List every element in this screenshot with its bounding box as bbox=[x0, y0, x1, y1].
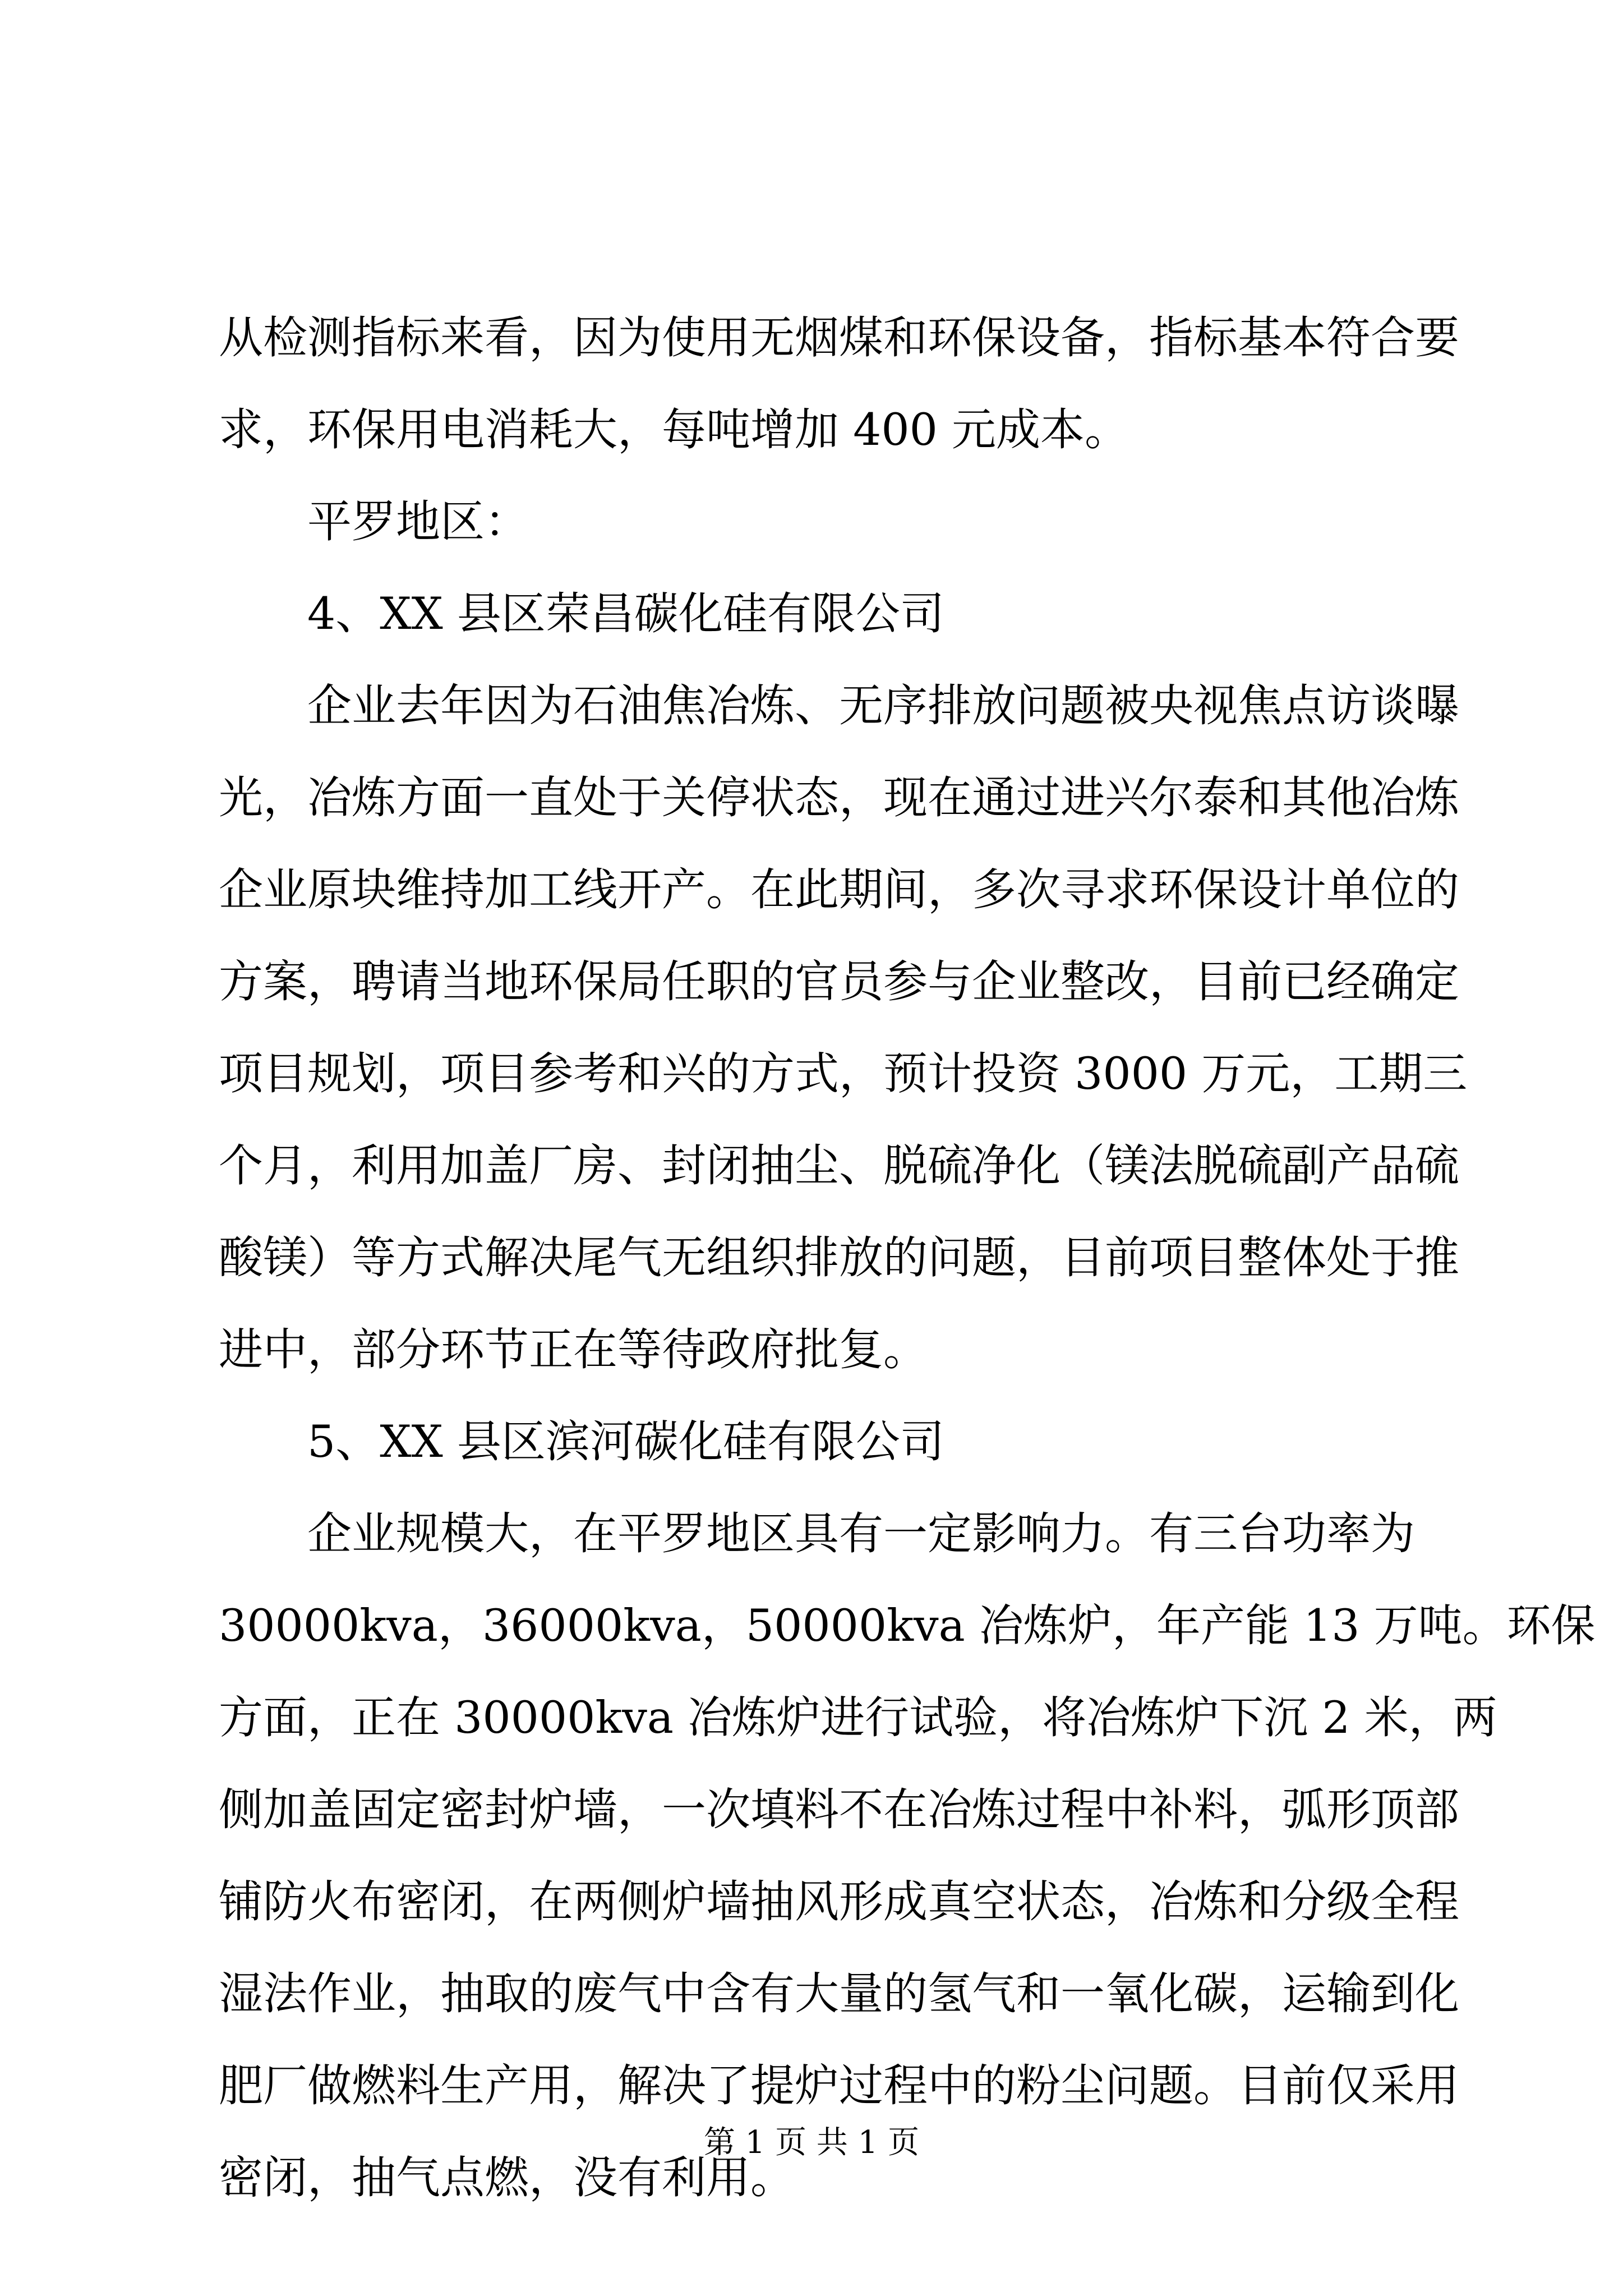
text-line-21: 密闭，抽气点燃，没有利用。 bbox=[219, 2152, 795, 2203]
text-line-16: 方面，正在 30000kva 冶炼炉进行试验，将冶炼炉下沉 2 米，两 bbox=[219, 1692, 1497, 1743]
text-line-20: 肥厂做燃料生产用，解决了提炉过程中的粉尘问题。目前仅采用 bbox=[219, 2060, 1459, 2111]
text-line-11: 酸镁）等方式解决尾气无组织排放的问题，目前项目整体处于推 bbox=[219, 1232, 1459, 1283]
text-line-10: 个月，利用加盖厂房、封闭抽尘、脱硫净化（镁法脱硫副产品硫 bbox=[219, 1140, 1459, 1191]
text-line-6: 光，冶炼方面一直处于关停状态，现在通过进兴尔泰和其他冶炼 bbox=[219, 772, 1459, 823]
company-heading-5: 5、XX 县区滨河碳化硅有限公司 bbox=[307, 1416, 944, 1467]
page-number-footer: 第 1 页 共 1 页 bbox=[703, 2124, 920, 2161]
text-line-2: 求，环保用电消耗大，每吨增加 400 元成本。 bbox=[219, 404, 1129, 455]
text-line-9: 项目规划，项目参考和兴的方式，预计投资 3000 万元，工期三 bbox=[219, 1048, 1468, 1099]
text-line-17: 侧加盖固定密封炉墙，一次填料不在冶炼过程中补料，弧形顶部 bbox=[219, 1784, 1459, 1835]
text-line-19: 湿法作业，抽取的废气中含有大量的氢气和一氧化碳，运输到化 bbox=[219, 1968, 1459, 2019]
text-line-18: 铺防火布密闭，在两侧炉墙抽风形成真空状态，冶炼和分级全程 bbox=[219, 1876, 1459, 1927]
text-line-7: 企业原块维持加工线开产。在此期间，多次寻求环保设计单位的 bbox=[219, 864, 1459, 915]
text-line-8: 方案，聘请当地环保局任职的官员参与企业整改，目前已经确定 bbox=[219, 956, 1459, 1007]
section-heading-pingluo: 平罗地区： bbox=[307, 496, 529, 547]
text-line-14: 企业规模大，在平罗地区具有一定影响力。有三台功率为 bbox=[307, 1508, 1415, 1559]
company-heading-4: 4、XX 县区荣昌碳化硅有限公司 bbox=[307, 588, 944, 639]
text-line-15: 30000kva，36000kva，50000kva 冶炼炉，年产能 13 万吨。环保 bbox=[219, 1600, 1596, 1651]
document-body bbox=[219, 292, 1596, 2224]
text-line-5: 企业去年因为石油焦冶炼、无序排放问题被央视焦点访谈曝 bbox=[307, 680, 1459, 731]
text-line-1: 从检测指标来看，因为使用无烟煤和环保设备，指标基本符合要 bbox=[219, 312, 1459, 364]
text-line-12: 进中，部分环节正在等待政府批复。 bbox=[219, 1324, 928, 1375]
